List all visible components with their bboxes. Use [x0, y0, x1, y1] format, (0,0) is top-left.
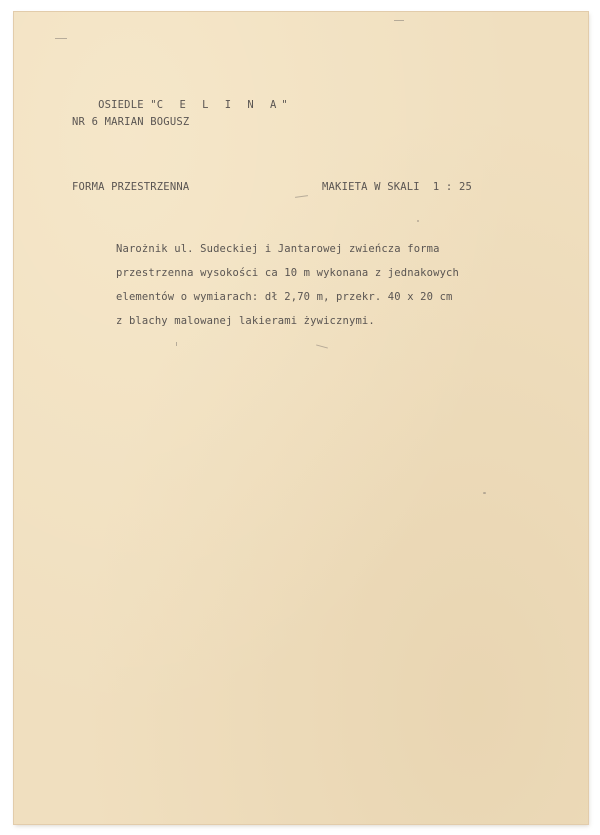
body-line: Narożnik ul. Sudeckiej i Jantarowej zwieńcza forma	[116, 243, 440, 255]
document-page	[14, 12, 588, 824]
stray-ink-mark	[55, 38, 67, 39]
stray-ink-mark	[483, 492, 486, 494]
body-line: z blachy malowanej lakierami żywicznymi.	[116, 315, 375, 327]
section-title: FORMA PRZESTRZENNA	[72, 181, 190, 193]
entry-number-line: NR 6 MARIAN BOGUSZ	[72, 116, 190, 128]
model-scale: MAKIETA W SKALI 1 : 25	[322, 181, 472, 193]
stray-ink-mark	[176, 342, 177, 346]
stray-ink-mark	[295, 195, 308, 198]
estate-name: C E L I N A	[156, 99, 282, 111]
body-line: przestrzenna wysokości ca 10 m wykonana z jednakowych	[116, 267, 459, 279]
stray-ink-mark	[316, 344, 328, 348]
estate-title-prefix: OSIEDLE "	[98, 99, 157, 111]
stray-ink-mark	[394, 20, 404, 21]
stray-ink-mark	[417, 220, 419, 222]
body-line: elementów o wymiarach: dł 2,70 m, przekr. 40 x 20 cm	[116, 291, 453, 303]
estate-title-suffix: "	[281, 99, 288, 111]
